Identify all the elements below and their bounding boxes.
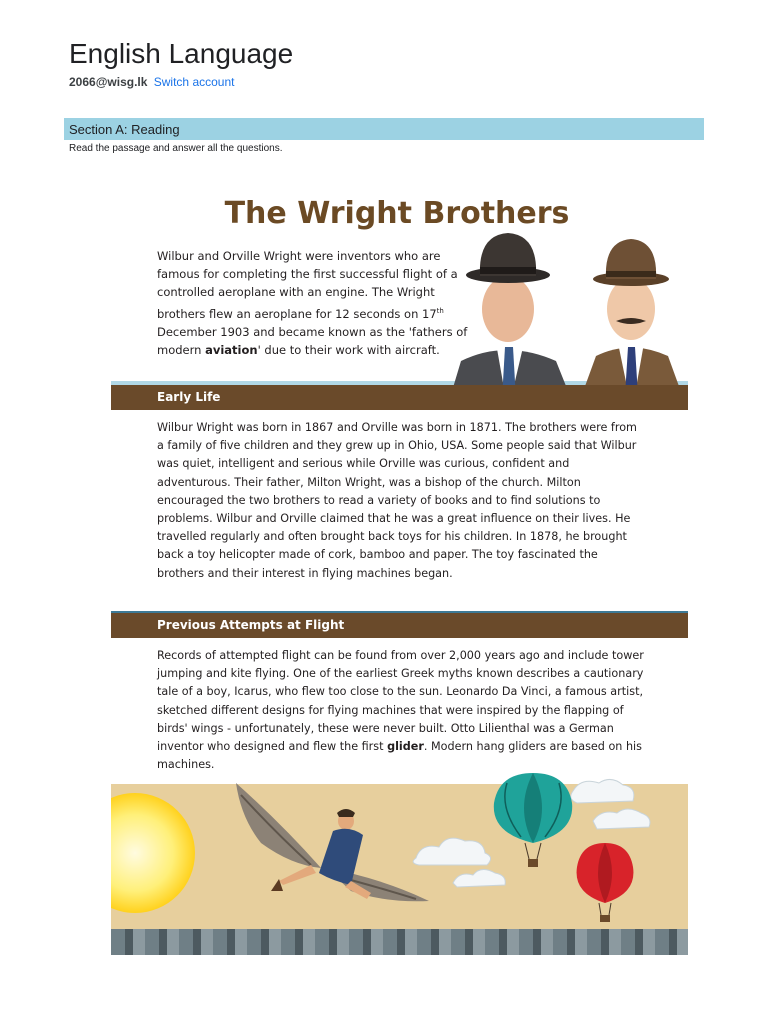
account-line	[69, 75, 234, 89]
previous-attempts-text-end: . Modern hang gliders are based on his machines.	[157, 740, 642, 772]
previous-attempts-text	[111, 638, 688, 774]
red-hot-air-balloon	[577, 843, 634, 922]
early-life-heading: Early Life	[111, 385, 688, 410]
previous-attempts-bold-word: glider	[387, 740, 424, 754]
teal-hot-air-balloon	[494, 773, 572, 867]
previous-attempts-text-start: Records of attempted flight can be found from over 2,000 years ago and include tower jumping and kite flying. One of the earliest Greek myths known describes a cautionary tale of a boy, Icarus, who flew too close to the sun. Leonardo Da Vinci, a famous artist, sketched different designs for flying machines that were inspired by the flapping of birds' wings - unfortunately, these were never built. Otto Lilienthal was a German inventor who designed and flew the first	[157, 649, 644, 754]
intro-text-middle: December 1903 and became known as the 'fathers of modern	[157, 324, 468, 357]
previous-attempts-heading: Previous Attempts at Flight	[111, 613, 688, 638]
intro-text-end: ' due to their work with aircraft.	[257, 342, 440, 357]
early-life-panel	[111, 385, 688, 611]
wright-brothers-portrait-illustration	[446, 221, 688, 411]
icarus-illustration	[236, 783, 429, 901]
intro-text-start: Wilbur and Orville Wright were inventors who are famous for completing the first successful flight of a controlled aeroplane with an engine. The Wright brothers flew an aeroplane for 12 seconds on 17	[157, 249, 458, 321]
intro-bold-word: aviation	[205, 342, 258, 357]
previous-attempts-panel	[111, 613, 688, 784]
poster-title: The Wright Brothers	[224, 196, 570, 231]
intro-superscript: th	[436, 306, 444, 315]
flight-illustrations	[111, 773, 688, 943]
account-email: 2066@wisg.lk	[69, 75, 148, 89]
section-header: Section A: Reading	[64, 118, 704, 140]
reading-passage-image	[111, 193, 688, 955]
switch-account-link[interactable]: Switch account	[153, 75, 235, 89]
form-title: English Language	[69, 38, 294, 69]
early-life-text: Wilbur Wright was born in 1867 and Orville was born in 1871. The brothers were from a family of five children and they grew up in Ohio, USA. Some people said that Wilbur was quiet, intelligent and serious while Orville was curious, confident and adventurous. Their father, Milton Wright, was a bishop of the church. Milton encouraged the two brothers to read a variety of books and to find solutions to problems. Wilbur and Orville claimed that he was a great influence on their lives. He travelled regularly and often brought back toys for his children. In 1878, he brought back a toy helicopter made of cork, bamboo and paper. The toy fascinated the brothers and their interest in flying machines began.	[157, 421, 637, 580]
section-description: Read the passage and answer all the questions.	[69, 143, 283, 154]
intro-paragraph	[157, 247, 469, 359]
